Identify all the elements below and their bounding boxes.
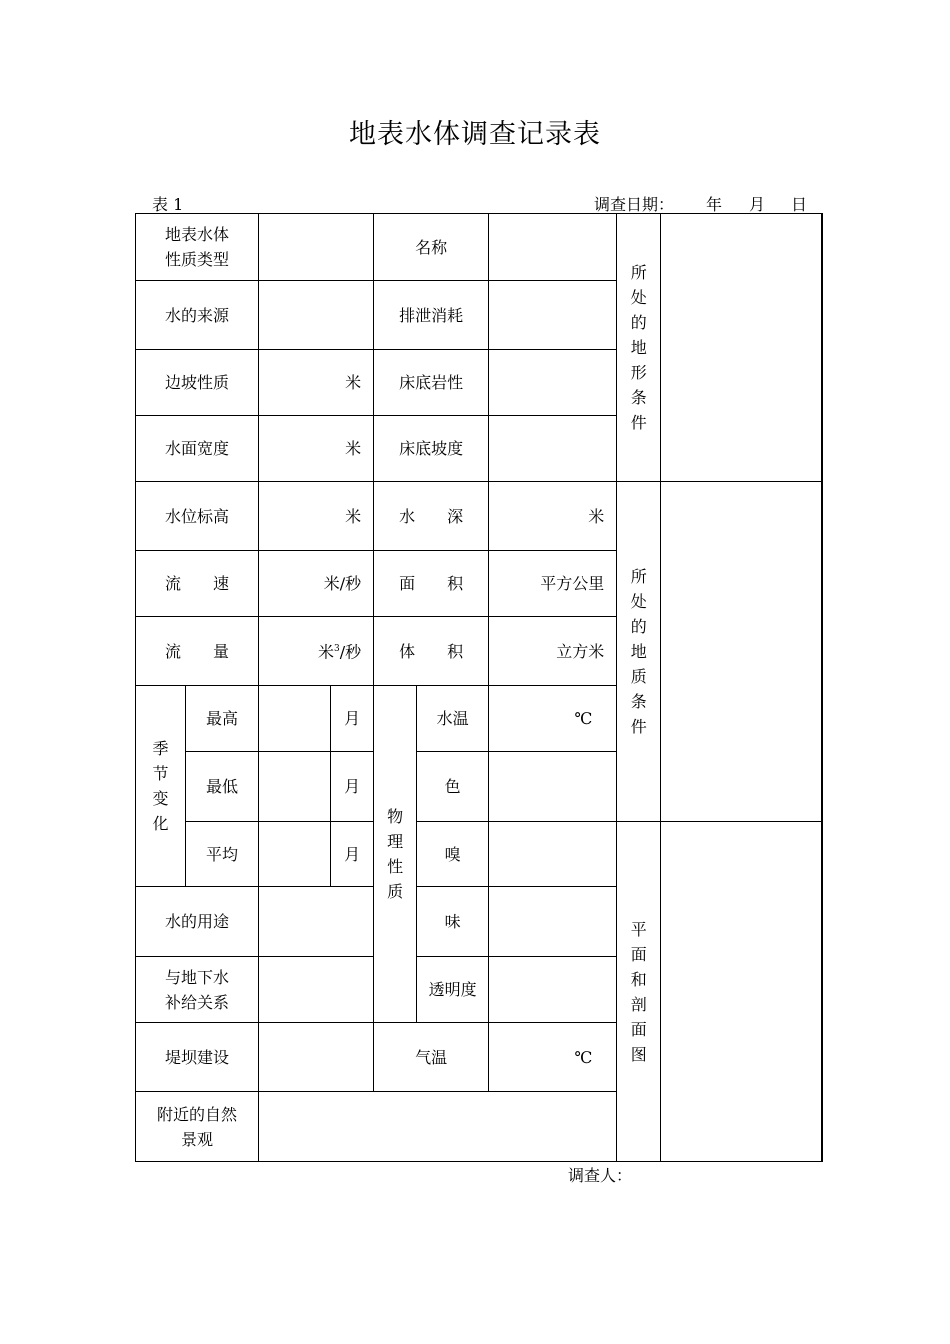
taste-input[interactable] [489, 887, 617, 957]
season-label-cell [136, 686, 186, 887]
table-number: 表 1 [152, 195, 184, 214]
phys-label: 物理性质 [387, 807, 404, 901]
type-label: 地表水体性质类型 [165, 225, 230, 269]
volume-input[interactable]: 立方米 [489, 617, 617, 686]
season-label: 季节变化 [152, 739, 169, 833]
area-input[interactable]: 平方公里 [489, 551, 617, 617]
groundwater-input[interactable] [259, 957, 374, 1023]
depth-label: 水 深 [374, 482, 489, 551]
velocity-input[interactable]: 米/秒 [259, 551, 374, 617]
landscape-input[interactable] [259, 1092, 617, 1162]
level-label: 水位标高 [136, 482, 259, 551]
type-label-cell [136, 214, 259, 281]
level-input[interactable]: 米 [259, 482, 374, 551]
clarity-input[interactable] [489, 957, 617, 1023]
bed-rock-input[interactable] [489, 350, 617, 416]
discharge-input[interactable] [489, 281, 617, 350]
geology-label: 所处的地质条件 [630, 567, 647, 736]
surveyor-label: 调查人： [568, 1166, 633, 1185]
width-label: 水面宽度 [136, 416, 259, 482]
air-temp-label: 气温 [374, 1023, 489, 1092]
avg-input[interactable] [259, 822, 331, 887]
width-input[interactable]: 米 [259, 416, 374, 482]
velocity-label: 流 速 [136, 551, 259, 617]
avg-month: 月 [331, 822, 374, 887]
min-input[interactable] [259, 752, 331, 822]
groundwater-label: 与地下水补给关系 [165, 967, 230, 1012]
terrain-input[interactable] [661, 214, 822, 482]
unit-m3s-prefix: 米 [317, 642, 334, 662]
survey-date-label: 调查日期： [594, 195, 675, 214]
dam-input[interactable] [259, 1023, 374, 1092]
max-month: 月 [331, 686, 374, 752]
bank-label: 边坡性质 [136, 350, 259, 416]
air-temp-input[interactable]: ℃ [489, 1023, 617, 1092]
usage-label: 水的用途 [136, 887, 259, 957]
flow-input[interactable] [259, 617, 374, 686]
bed-rock-label: 床底岩性 [374, 350, 489, 416]
unit-m3s-sup: 3 [334, 644, 340, 655]
discharge-label: 排泄消耗 [374, 281, 489, 350]
smell-input[interactable] [489, 822, 617, 887]
landscape-label-cell [136, 1092, 259, 1162]
type-input[interactable] [259, 214, 374, 281]
color-input[interactable] [489, 752, 617, 822]
usage-input[interactable] [259, 887, 374, 957]
date-year: 年 [706, 195, 723, 214]
date-day: 日 [791, 195, 808, 214]
unit-m3s-suffix: /秒 [339, 642, 362, 662]
date-month: 月 [749, 195, 766, 214]
color-label: 色 [417, 752, 489, 822]
max-label: 最高 [186, 686, 259, 752]
water-temp-label: 水温 [417, 686, 489, 752]
flow-label: 流 量 [136, 617, 259, 686]
geology-input[interactable] [661, 482, 822, 822]
bed-slope-input[interactable] [489, 416, 617, 482]
name-input[interactable] [489, 214, 617, 281]
plan-input[interactable] [661, 822, 822, 1162]
min-label: 最低 [186, 752, 259, 822]
source-input[interactable] [259, 281, 374, 350]
survey-form-table [135, 213, 823, 1162]
min-month: 月 [331, 752, 374, 822]
landscape-label: 附近的自然景观 [157, 1104, 238, 1149]
plan-label: 平面和剖面图 [630, 919, 647, 1064]
phys-label-cell [374, 686, 417, 1023]
area-label: 面 积 [374, 551, 489, 617]
clarity-label: 透明度 [417, 957, 489, 1023]
water-temp-input[interactable]: ℃ [489, 686, 617, 752]
bank-input[interactable]: 米 [259, 350, 374, 416]
plan-label-cell [617, 822, 661, 1162]
taste-label: 味 [417, 887, 489, 957]
terrain-label: 所处的地形条件 [630, 263, 647, 432]
geology-label-cell [617, 482, 661, 822]
source-label: 水的来源 [136, 281, 259, 350]
terrain-label-cell [617, 214, 661, 482]
dam-label: 堤坝建设 [136, 1023, 259, 1092]
volume-label: 体 积 [374, 617, 489, 686]
depth-input[interactable]: 米 [489, 482, 617, 551]
page-title: 地表水体调查记录表 [349, 119, 601, 150]
name-label: 名称 [374, 214, 489, 281]
bed-slope-label: 床底坡度 [374, 416, 489, 482]
smell-label: 嗅 [417, 822, 489, 887]
avg-label: 平均 [186, 822, 259, 887]
max-input[interactable] [259, 686, 331, 752]
groundwater-label-cell [136, 957, 259, 1023]
